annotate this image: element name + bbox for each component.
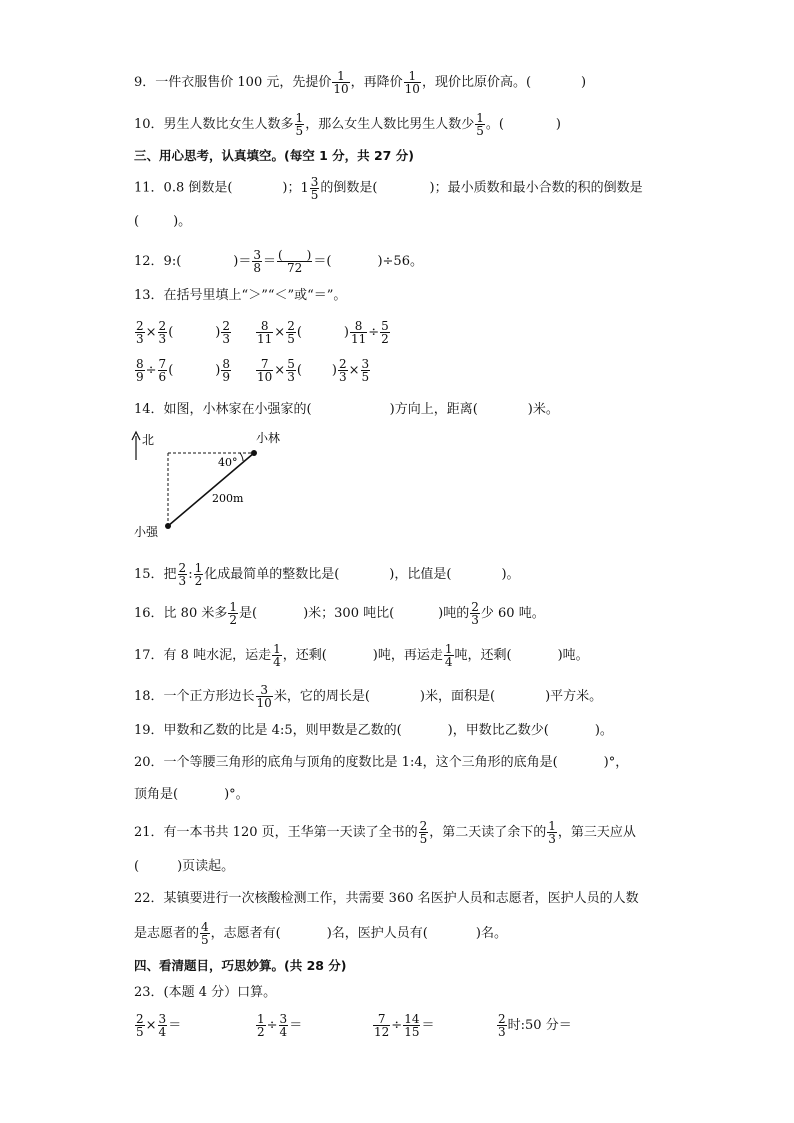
- q16-text: 16．比 80 米多: [134, 606, 228, 621]
- q22-text: 是志愿者的: [134, 926, 200, 941]
- section-3-heading: 三、用心思考，认真填空。(每空 1 分，共 27 分): [134, 148, 414, 163]
- q15-text: 化成最简单的整数比是(: [204, 567, 340, 582]
- q18-text: 米，它的周长是(: [273, 689, 370, 704]
- fraction: $\frac{3}{8}$: [253, 248, 261, 275]
- question-22: 22．某镇要进行一次核酸检测工作，共需要 360 名医护人员和志愿者，医护人员的人数: [134, 891, 639, 906]
- distance-label: 200m: [212, 492, 244, 505]
- q19-text: )，甲数比乙数少(: [447, 723, 549, 738]
- compare-expr: $\frac{8}{9}$ ÷ $\frac{7}{6}$ ( ) $\frac{8}{9}$: [136, 357, 230, 384]
- question-20-cont: [134, 785, 249, 805]
- compare-expr: $\frac{2}{3}$ × $\frac{2}{3}$ ( ) $\frac{2}{3}$: [136, 319, 230, 346]
- q10-text: ): [555, 117, 561, 132]
- question-12: [134, 249, 423, 274]
- q11-text: 11．0.8 倒数是(: [134, 180, 233, 196]
- path-line: [168, 453, 254, 526]
- q10-text: 10．男生人数比女生人数多: [134, 117, 294, 132]
- question-15: 15．把 $\frac{2}{3}$ : $\frac{1}{2}$ 化成最简单的整数比是( )，比值是( )。: [134, 561, 520, 588]
- q21-text: )页读起。: [177, 859, 235, 874]
- q19-text: 19．甲数和乙数的比是 4:5，则甲数是乙数的(: [134, 723, 402, 738]
- fraction: $\frac{1}{10}$: [333, 69, 349, 96]
- q17-text: 吨，还剩(: [454, 648, 512, 663]
- q14-text: 14．如图，小林家在小强家的(: [134, 402, 312, 417]
- q22-text: ，志愿者有(: [210, 926, 281, 941]
- question-17: 17．有 8 吨水泥，运走 $\frac{1}{4}$ ，还剩( )吨，再运走 $\frac{1}{4}$ 吨，还剩( )吨。: [134, 642, 589, 669]
- q17-text: ，还剩(: [282, 648, 327, 663]
- q11-text: (: [134, 214, 140, 229]
- q17-text: 17．有 8 吨水泥，运走: [134, 648, 272, 663]
- q9-text: 9．一件衣服售价 100 元，先提价: [134, 75, 332, 90]
- q14-text: )方向上，距离(: [389, 402, 478, 417]
- xiaolin-point: [251, 450, 257, 456]
- question-20: [134, 753, 628, 773]
- question-19: [134, 721, 613, 741]
- q18-text: )平方米。: [545, 689, 603, 704]
- fraction: $\frac{1}{5}$: [295, 111, 304, 138]
- oral-calc-2: $\frac{1}{2}$ ÷ $\frac{3}{4}$ ＝: [257, 1012, 303, 1039]
- compare-expr: $\frac{8}{11}$ × $\frac{2}{5}$ ( ) $\frac{8}{11}$ ÷ $\frac{5}{2}$: [257, 319, 389, 346]
- q16-text: 少 60 吨。: [480, 606, 545, 621]
- q21-text: ，第三天应从: [557, 825, 636, 840]
- q20-text: )°。: [224, 787, 249, 802]
- q19-text: )。: [594, 723, 613, 738]
- q22-text: )名，医护人员有(: [326, 926, 428, 941]
- question-14: [134, 400, 559, 420]
- q21-text: (: [134, 859, 140, 874]
- q20-text: )°，: [603, 755, 629, 770]
- q11-text: 的倒数是(: [320, 180, 378, 196]
- q18-text: )米，面积是(: [419, 689, 496, 704]
- compare-expr: $\frac{7}{10}$ × $\frac{5}{3}$ ( ) $\frac{2}{3}$ × $\frac{3}{5}$: [257, 357, 370, 384]
- q15-text: )，比值是(: [389, 567, 452, 582]
- q9-text: ): [581, 75, 587, 90]
- oral-calc-1: $\frac{2}{5}$ × $\frac{3}{4}$ ＝: [136, 1012, 182, 1039]
- question-11-cont: [134, 212, 191, 232]
- q18-text: 18．一个正方形边长: [134, 689, 255, 704]
- north-label: 北: [142, 433, 155, 447]
- q15-text: 15．把: [134, 567, 177, 582]
- q9-text: ，现价比原价高。(: [421, 75, 532, 90]
- question-9: [134, 70, 586, 95]
- oral-calc-4: $\frac{2}{3}$ 时:50 分＝: [498, 1012, 572, 1039]
- q12-text: 12．9:(: [134, 254, 182, 269]
- xiaoqiang-label: 小强: [134, 525, 159, 539]
- question-21-cont: [134, 857, 234, 877]
- q16-text: )吨的: [438, 606, 470, 621]
- q14-text: )米。: [527, 402, 559, 417]
- section-4-heading: 四、看清题目，巧思妙算。(共 28 分): [134, 958, 347, 973]
- question-18: 18．一个正方形边长 $\frac{3}{10}$ 米，它的周长是( )米，面积是( )平方米。: [134, 683, 603, 710]
- q21-text: ，第二天读了余下的: [429, 825, 547, 840]
- q9-text: ，再降价: [350, 75, 403, 90]
- question-13-title: 13．在括号里填上“＞”“＜”或“＝”。: [134, 288, 347, 303]
- q17-text: )吨，再运走: [372, 648, 443, 663]
- q11-text: )。: [173, 214, 192, 229]
- q16-text: )米；300 吨比(: [303, 606, 395, 621]
- q15-text: )。: [501, 567, 520, 582]
- question-10: [134, 112, 561, 137]
- q12-text: )÷56。: [377, 254, 423, 269]
- q11-text: )；: [282, 180, 301, 196]
- fraction: $\frac{1}{5}$: [476, 111, 484, 138]
- q12-text: ＝: [262, 254, 276, 269]
- oral-calc-3: $\frac{7}{12}$ ÷ $\frac{14}{15}$ ＝: [374, 1012, 435, 1039]
- question-11: [134, 176, 643, 201]
- q20-text: 顶角是(: [134, 787, 179, 802]
- q11-text: )；最小质数和最小合数的积的倒数是: [429, 180, 643, 196]
- xiaolin-label: 小林: [256, 431, 281, 445]
- question-16: 16．比 80 米多 $\frac{1}{2}$ 是( )米；300 吨比( )吨的 $\frac{2}{3}$ 少 60 吨。: [134, 600, 545, 627]
- q10-text: 。(: [485, 117, 504, 132]
- question-23-title: 23．(本题 4 分）口算。: [134, 985, 277, 1000]
- xiaoqiang-point: [165, 523, 171, 529]
- q21-text: 21．有一本书共 120 页，王华第一天读了全书的: [134, 825, 418, 840]
- q20-text: 20．一个等腰三角形的底角与顶角的度数比是 1:4，这个三角形的底角是(: [134, 755, 558, 770]
- q10-text: ，那么女生人数比男生人数少: [305, 117, 475, 132]
- q12-text: )＝: [233, 254, 252, 269]
- direction-diagram: [128, 428, 298, 544]
- q16-text: 是(: [239, 606, 258, 621]
- q12-text: ＝(: [313, 254, 332, 269]
- mixed-number: 1 3 5: [300, 175, 319, 202]
- q22-text: )名。: [475, 926, 507, 941]
- fraction-blank[interactable]: ( ) 72: [278, 248, 312, 275]
- question-22-cont: 是志愿者的 $\frac{4}{5}$ ，志愿者有( )名，医护人员有( )名。: [134, 920, 507, 947]
- question-21: 21．有一本书共 120 页，王华第一天读了全书的 $\frac{2}{5}$ ，第二天读了余下的 $\frac{1}{3}$ ，第三天应从: [134, 819, 636, 846]
- angle-label: 40°: [218, 456, 238, 469]
- fraction: $\frac{1}{10}$: [404, 69, 420, 96]
- q17-text: )吨。: [557, 648, 589, 663]
